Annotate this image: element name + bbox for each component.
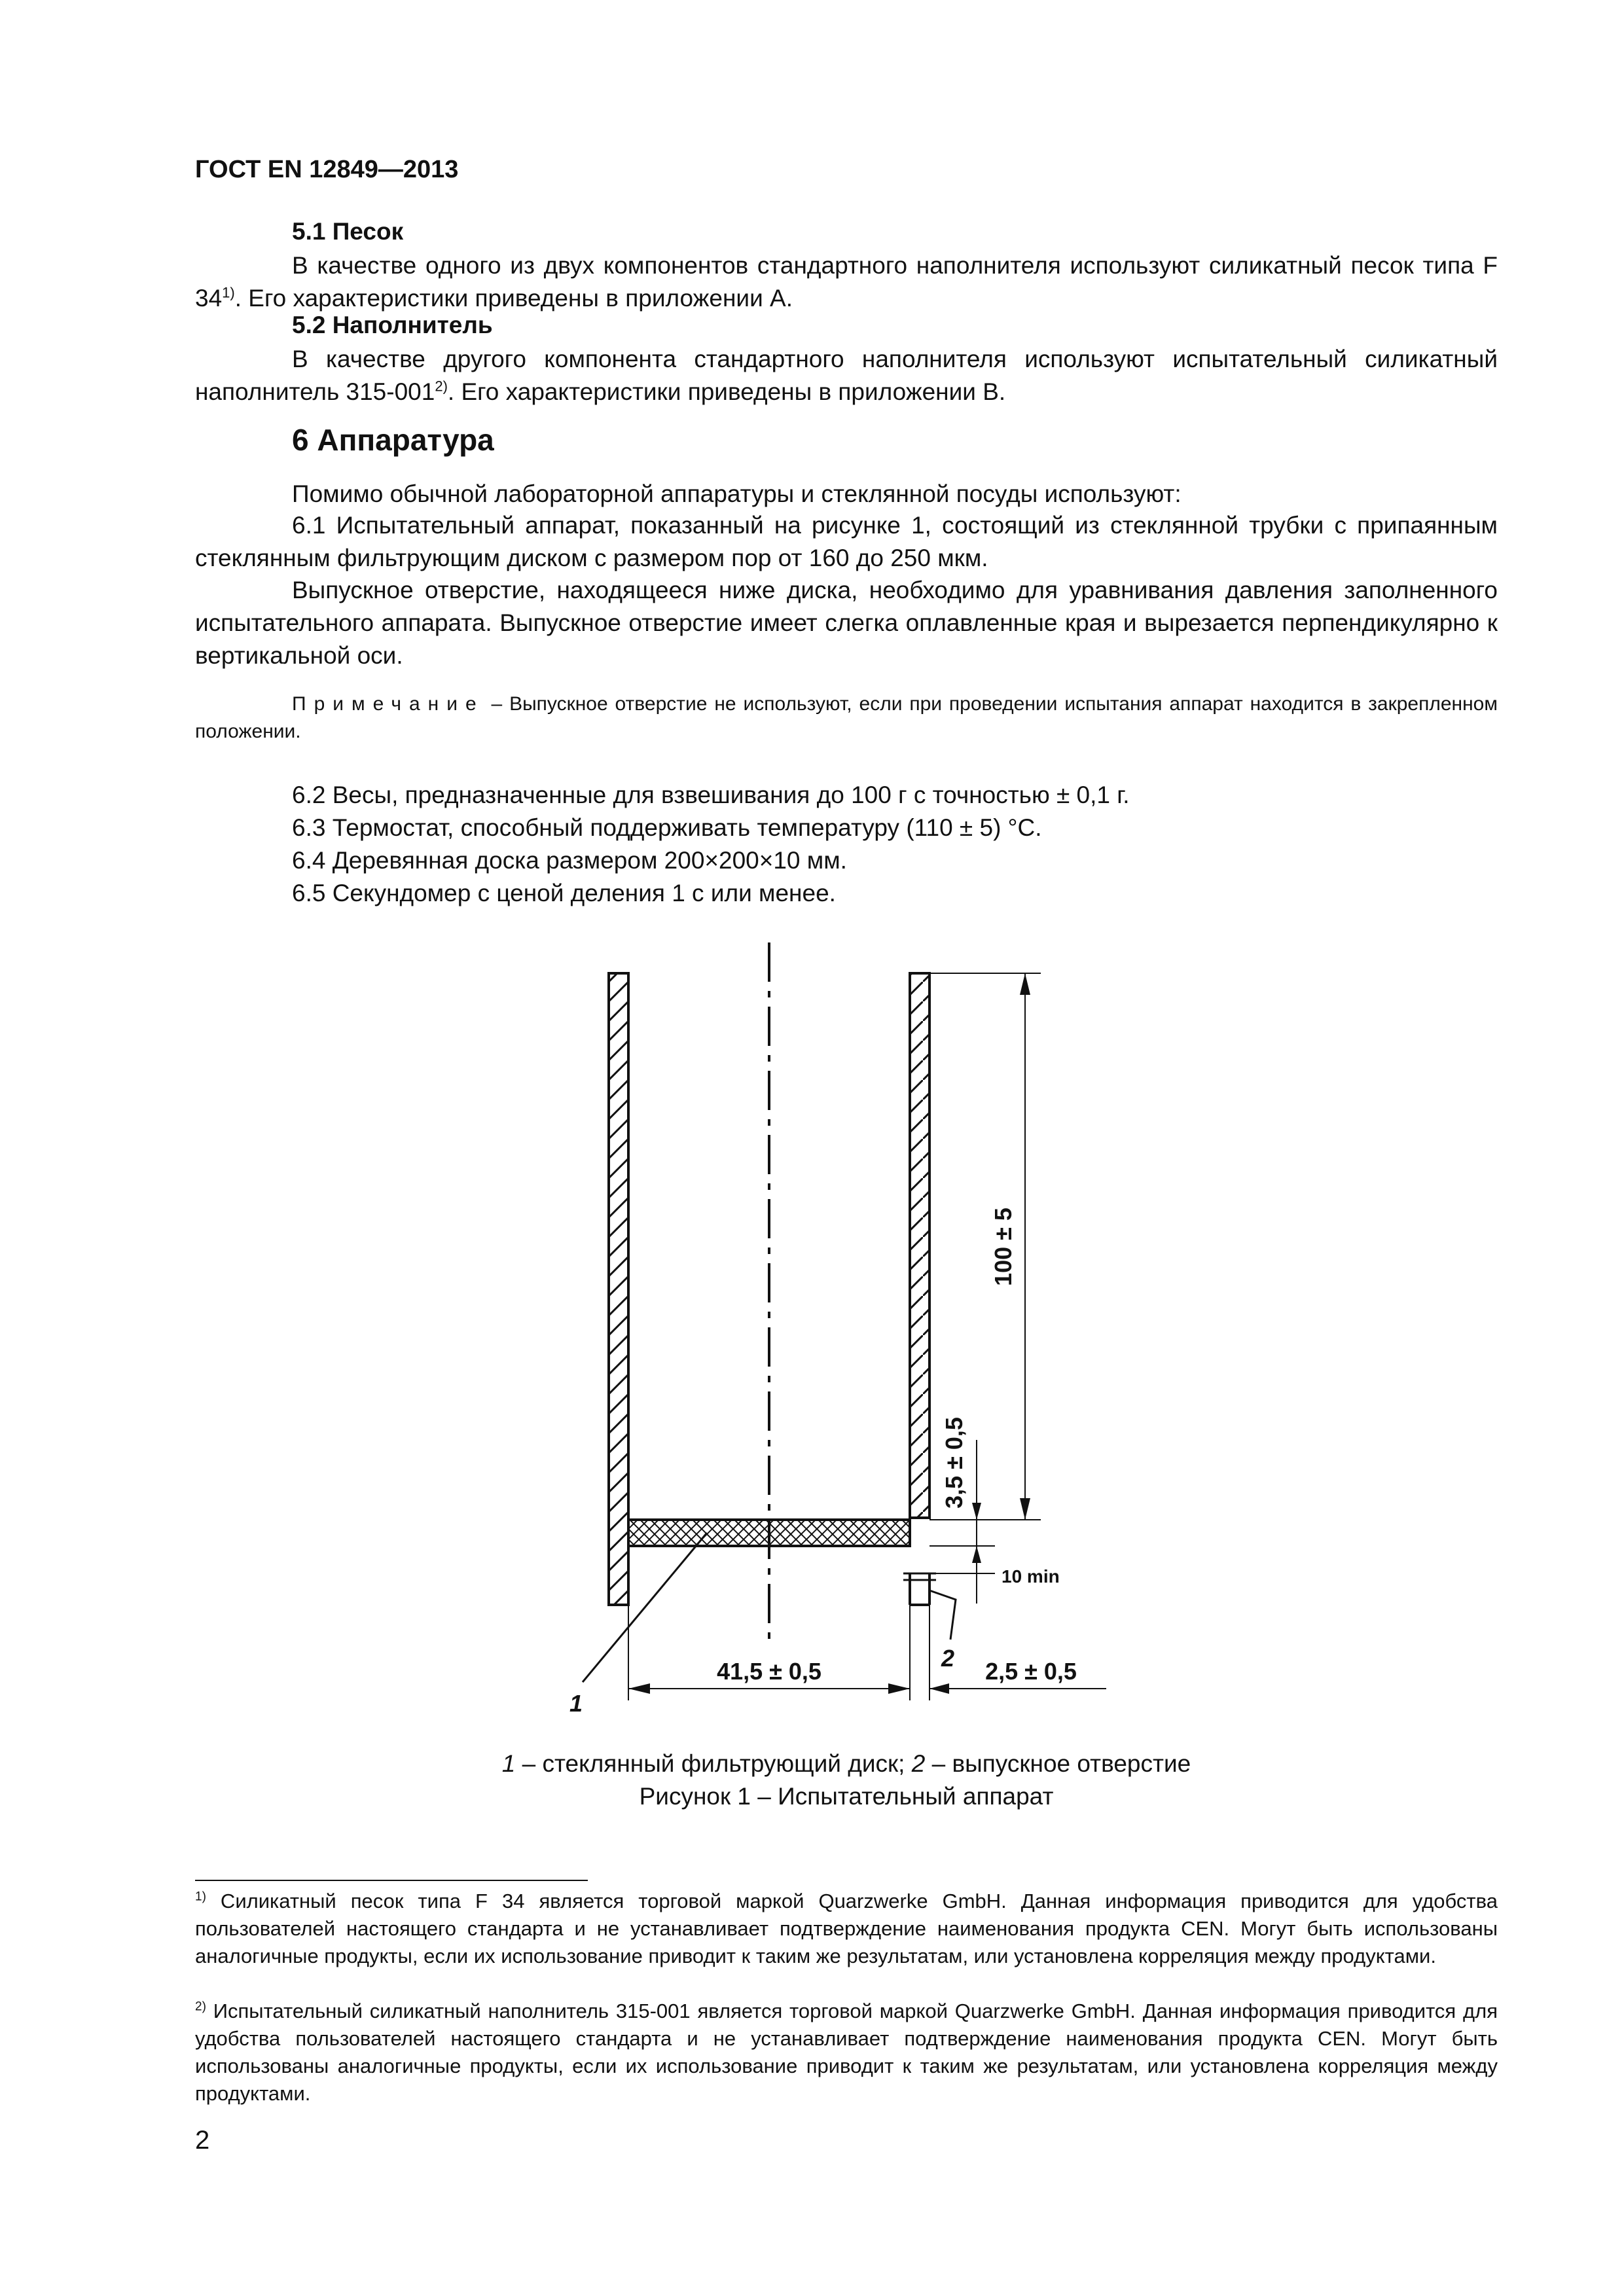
- footnote-1: $^{1)}$ Силикатный песок типа F 34 является торговой маркой Quarzwerke GmbH. Данная информация приводится для удобства пользователей настоящего стандарта и не устанавливает подтверждение наименования продукта CEN. Могут быть использованы аналогичные продукты, если их использование приводит к таким же результатам, или установлена корреляция между продуктами.: [195, 1890, 1498, 1967]
- document-header: ГОСТ EN 12849—2013: [195, 156, 459, 183]
- section-6-1-text: 6.1 Испытательный аппарат, показанный на рисунке 1, состоящий из стеклянной трубки с припаянным стеклянным фильтрующим диском с размером пор от 160 до 250 мкм.: [195, 512, 1498, 571]
- callout-2-leader: [929, 1590, 956, 1640]
- note-text: – Выпускное отверстие не используют, если при проведении испытания аппарат находится в закрепленном положении.: [195, 693, 1498, 742]
- list-item: 6.4 Деревянная доска размером 200×200×10 мм.: [292, 847, 847, 874]
- footnote-ref-2: 2): [435, 378, 448, 395]
- list-item: 6.2 Весы, предназначенные для взвешивания до 100 г с точностью ± 0,1 г.: [292, 781, 1130, 808]
- section-5-1-text: В качестве одного из двух компонентов стандартного наполнителя используют силикатный песок типа F 34$^{1)}$. Его характеристики приведены в приложении А.: [195, 252, 1498, 312]
- dim-disc: 3,5 ± 0,5: [941, 1417, 967, 1509]
- list-item: 6.5 Секундомер с ценой деления 1 с или менее.: [292, 880, 836, 906]
- section-5-2-text: В качестве другого компонента стандартного наполнителя используют испытательный силикатный наполнитель 315-001$^{2)}$. Его характеристики приведены в приложении В.: [195, 346, 1498, 405]
- dim-min: 10 min: [1001, 1566, 1060, 1587]
- callout-1-leader: [583, 1533, 707, 1682]
- callout-2: 2: [941, 1645, 955, 1672]
- section-5-2-heading: 5.2 Наполнитель: [292, 312, 493, 338]
- footnote-separator: [195, 1880, 588, 1881]
- note-label: Примечание: [292, 693, 484, 715]
- outlet-description: Выпускное отверстие, находящееся ниже диска, необходимо для уравнивания давления заполненного испытательного аппарата. Выпускное отверстие имеет слегка оплавленные края и вырезается перпендикулярно к вертикальной оси.: [195, 577, 1498, 669]
- section-5-1-heading: 5.1 Песок: [292, 218, 404, 245]
- tube-left-wall: [609, 973, 628, 1605]
- dim-inner: 41,5 ± 0,5: [717, 1658, 821, 1685]
- dim-wall: 2,5 ± 0,5: [985, 1658, 1077, 1685]
- section-6-intro: Помимо обычной лабораторной аппаратуры и стеклянной посуды используют:: [292, 480, 1182, 507]
- callout-1: 1: [569, 1690, 583, 1717]
- footnote-ref-1: 1): [222, 284, 235, 301]
- page-number: 2: [195, 2126, 210, 2155]
- tube-right-wall: [910, 973, 929, 1518]
- footnote-2: $^{2)}$ Испытательный силикатный наполнитель 315-001 является торговой маркой Quarzwerke GmbH. Данная информация приводится для удобства пользователей настоящего стандарта и не устанавливает подтверждение наименования продукта CEN. Могут быть использованы аналогичные продукты, если их использование приводит к таким же результатам, или установлена корреляция между продуктами.: [195, 2000, 1498, 2105]
- section-6-heading: 6 Аппаратура: [292, 423, 494, 457]
- figure-legend: 1 – стеклянный фильтрующий диск; 2 – выпускное отверстие: [501, 1750, 1191, 1777]
- figure-title: Рисунок 1 – Испытательный аппарат: [639, 1783, 1054, 1810]
- dim-height: 100 ± 5: [990, 1208, 1017, 1286]
- list-item: 6.3 Термостат, способный поддерживать температуру (110 ± 5) °С.: [292, 814, 1042, 841]
